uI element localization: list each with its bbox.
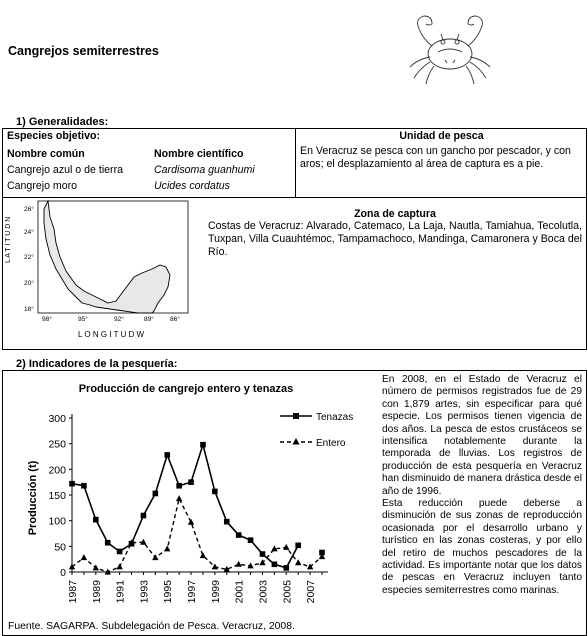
map-x-tick: 92° bbox=[114, 316, 124, 323]
x-tick-label: 2005 bbox=[281, 580, 294, 604]
point-entero bbox=[188, 519, 194, 525]
point-tenazas bbox=[224, 519, 230, 525]
map-frame bbox=[38, 201, 188, 313]
x-tick-label: 1997 bbox=[186, 580, 199, 604]
map-y-label: L A T I T U D N bbox=[5, 216, 12, 263]
point-entero bbox=[200, 552, 206, 558]
point-entero bbox=[235, 561, 241, 567]
point-entero bbox=[259, 559, 265, 565]
point-tenazas bbox=[81, 483, 87, 489]
point-tenazas bbox=[272, 562, 278, 568]
unit-text: En Veracruz se pesca con un gancho por pescador, y con aros; el desplazamiento al área de captura es a pie. bbox=[300, 145, 571, 170]
point-tenazas bbox=[141, 513, 147, 519]
source-note: Fuente. SAGARPA. Subdelegación de Pesca. Veracruz, 2008. bbox=[8, 621, 295, 632]
section2-heading: 2) Indicadores de la pesquería: bbox=[16, 358, 178, 370]
species-common-2: Cangrejo moro bbox=[7, 180, 78, 192]
point-entero bbox=[295, 559, 301, 565]
map-x-tick: 89° bbox=[144, 316, 154, 323]
x-tick-label: 1989 bbox=[90, 580, 103, 604]
species-scientific-1: Cardisoma guanhumi bbox=[154, 164, 255, 176]
capture-zone-map bbox=[4, 199, 194, 347]
page-title: Cangrejos semiterrestres bbox=[8, 44, 159, 58]
y-tick-label: 100 bbox=[48, 515, 66, 528]
indicators-paragraph-2: Esta reducción puede deberse a disminución de sus zonas de reproducción ocasionada por el desarrollo urbano y turístico en las zonas costeras, y por ello del retiro de muchos pescadores de la actividad. Es importante notar que los datos de pescas en Veracruz incluyen tanto especies semiterrestres como marinas. bbox=[382, 498, 582, 596]
x-tick-label: 2001 bbox=[233, 580, 246, 604]
x-tick-label: 1999 bbox=[209, 580, 222, 604]
x-tick-label: 2003 bbox=[257, 580, 270, 604]
series-line-entero bbox=[72, 499, 322, 572]
point-entero bbox=[176, 495, 182, 501]
point-tenazas bbox=[93, 517, 99, 523]
x-tick-label: 1995 bbox=[162, 580, 175, 604]
legend-label: Tenazas bbox=[316, 412, 354, 423]
map-y-tick: 26° bbox=[24, 206, 34, 213]
y-tick-label: 250 bbox=[48, 438, 66, 451]
point-entero bbox=[283, 544, 289, 550]
point-entero bbox=[116, 563, 122, 569]
x-tick-label: 1987 bbox=[67, 580, 79, 604]
y-tick-label: 0 bbox=[60, 567, 66, 579]
map-y-tick: 24° bbox=[24, 229, 34, 236]
point-tenazas bbox=[188, 479, 194, 485]
col-common-header: Nombre común bbox=[7, 148, 85, 160]
indicators-paragraph-1: En 2008, en el Estado de Veracruz el número de permisos registrados fue de 29 con 1,879 artes, sin especificar para qué especie. Los permisos tienen vigencia de dos años. La pesca de estos crustáceos se intensifica notablemente durante la temporada de lluvias. Los registros de producción de esta pesquería en Veracruz han disminuido de manera drástica desde el año de 1996. bbox=[382, 374, 582, 497]
point-tenazas bbox=[260, 551, 266, 557]
point-entero bbox=[152, 554, 158, 560]
map-y-tick: 20° bbox=[24, 280, 34, 287]
y-tick-label: 200 bbox=[48, 464, 66, 477]
map-y-tick: 18° bbox=[24, 306, 34, 313]
x-tick-label: 2007 bbox=[305, 580, 318, 604]
map-y-tick: 22° bbox=[24, 254, 34, 261]
zone-text: Costas de Veracruz: Alvarado, Catemaco, La Laja, Nautla, Tamiahua, Tecolutla, Tuxpan, Villa Cuauhtémoc, Tampamachoco, Mandinga, Camaronera y Boca del Río. bbox=[208, 220, 582, 258]
production-chart bbox=[4, 372, 376, 620]
legend-marker bbox=[293, 413, 299, 419]
point-tenazas bbox=[176, 483, 182, 489]
legend-label: Entero bbox=[316, 438, 346, 449]
species-label: Especies objetivo: bbox=[7, 130, 101, 142]
map-x-label: L O N G I T U D W bbox=[78, 330, 145, 339]
point-tenazas bbox=[283, 565, 289, 571]
point-tenazas bbox=[236, 532, 242, 538]
zone-title: Zona de captura bbox=[354, 208, 436, 220]
crab-illustration bbox=[400, 2, 496, 94]
legend-marker bbox=[293, 438, 300, 445]
point-tenazas bbox=[212, 489, 218, 495]
point-tenazas bbox=[248, 537, 254, 543]
species-scientific-2: Ucides cordatus bbox=[154, 180, 230, 192]
y-tick-label: 150 bbox=[48, 490, 66, 502]
species-common-1: Cangrejo azul o de tierra bbox=[7, 164, 124, 176]
map-x-tick: 98° bbox=[42, 316, 52, 323]
point-tenazas bbox=[105, 540, 111, 546]
y-tick-label: 50 bbox=[54, 541, 66, 554]
point-tenazas bbox=[200, 442, 206, 448]
col-scientific-header: Nombre científico bbox=[154, 148, 244, 160]
section1-heading: 1) Generalidades: bbox=[16, 116, 109, 128]
y-tick-label: 300 bbox=[48, 413, 66, 425]
row-divider bbox=[2, 197, 587, 198]
point-entero bbox=[93, 564, 99, 570]
chart-y-axis-label: Producción (t) bbox=[27, 460, 39, 536]
x-tick-label: 1991 bbox=[114, 580, 127, 604]
series-line-tenazas bbox=[72, 445, 298, 568]
map-x-tick: 86° bbox=[170, 316, 180, 323]
x-tick-label: 1993 bbox=[138, 580, 151, 604]
unit-title: Unidad de pesca bbox=[399, 130, 484, 142]
point-entero bbox=[164, 545, 170, 551]
point-tenazas bbox=[117, 549, 123, 555]
map-x-tick: 95° bbox=[78, 316, 88, 323]
point-tenazas bbox=[153, 491, 159, 497]
chart-title: Producción de cangrejo entero y tenazas bbox=[78, 383, 294, 395]
point-tenazas bbox=[69, 481, 75, 487]
point-tenazas bbox=[295, 543, 301, 549]
point-tenazas bbox=[164, 452, 170, 458]
point-entero bbox=[81, 554, 87, 560]
